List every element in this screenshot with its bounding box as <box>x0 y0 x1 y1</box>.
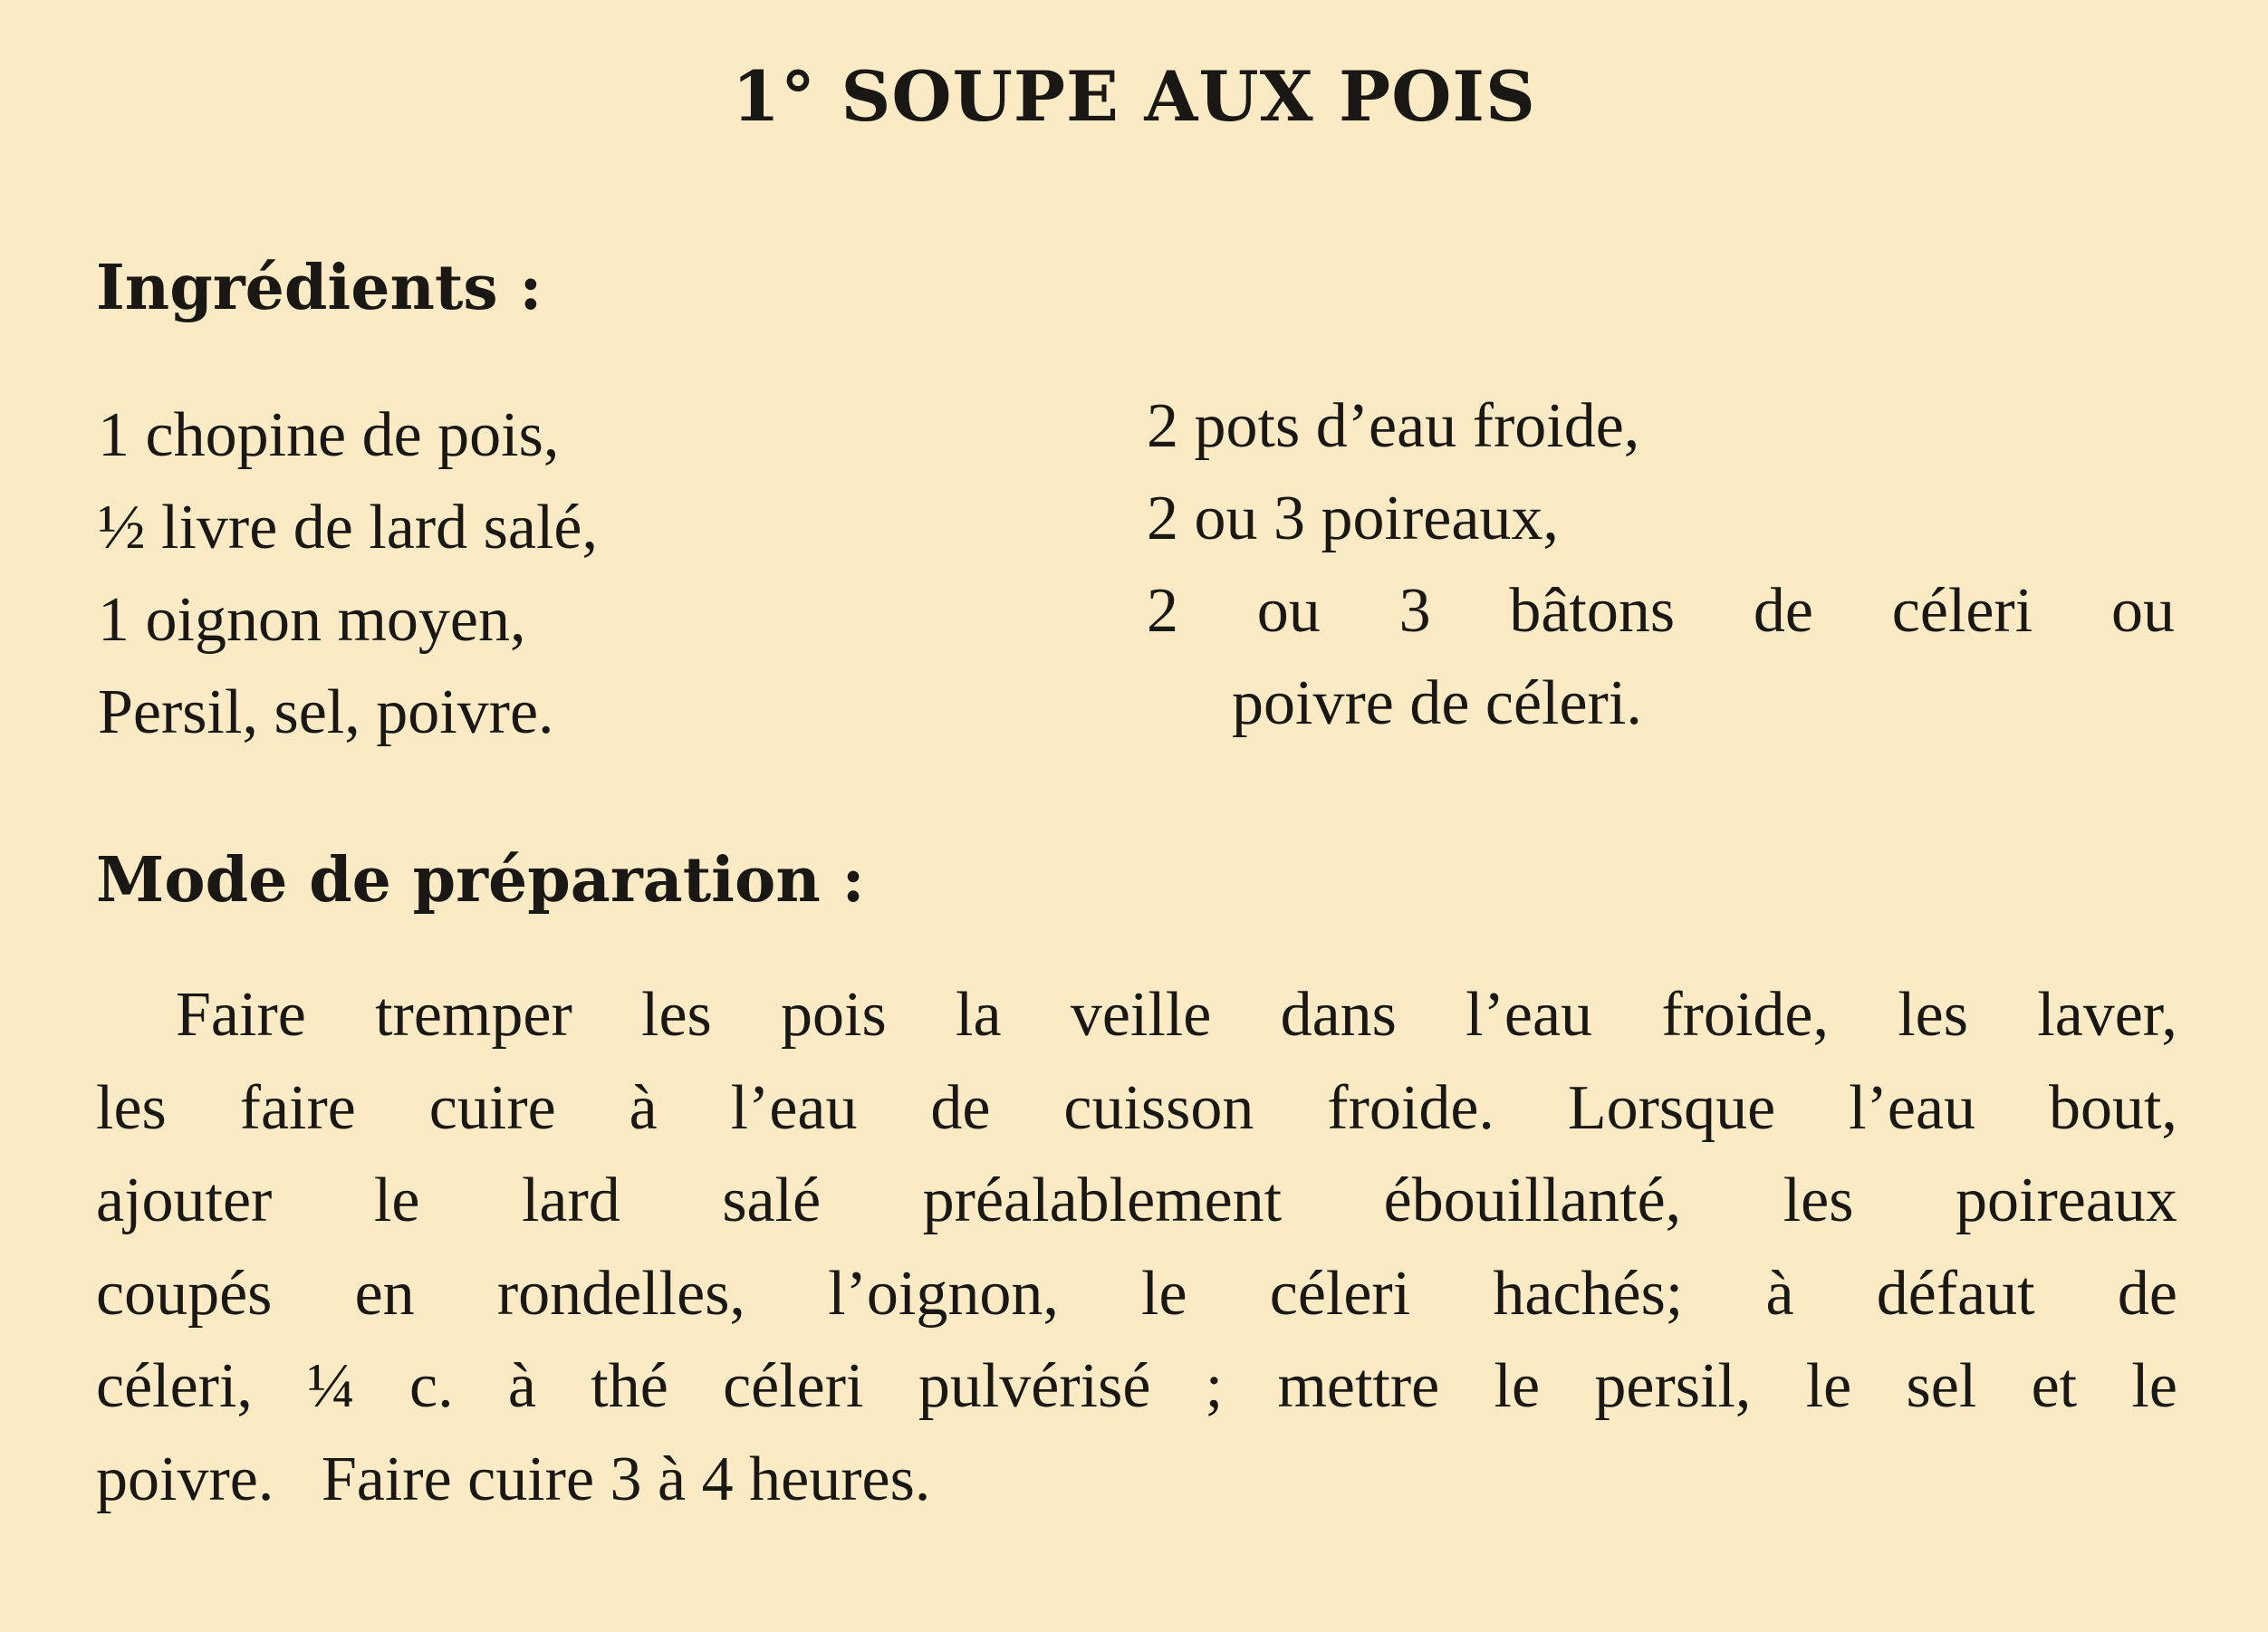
word: l’oignon, <box>828 1258 1059 1329</box>
word: en <box>354 1258 415 1329</box>
word: le <box>1141 1258 1187 1329</box>
word: froide. <box>1327 1072 1494 1143</box>
word: de <box>930 1072 991 1143</box>
preparation-line <box>96 1340 2177 1434</box>
word: à <box>1765 1258 1794 1329</box>
word: cuire <box>428 1072 556 1143</box>
word: laver, <box>2037 980 2177 1050</box>
word: Faire <box>176 980 306 1050</box>
word: sel <box>1906 1351 1977 1421</box>
preparation-line <box>96 1248 2177 1341</box>
word: de <box>2117 1258 2177 1329</box>
word: l’eau <box>1466 980 1593 1050</box>
word: 3 <box>1398 576 1431 646</box>
word: préalablement <box>922 1166 1283 1235</box>
ingredient-item: Persil, sel, poivre. <box>98 677 554 747</box>
preparation-line <box>96 1155 2177 1248</box>
word: le <box>1494 1351 1541 1421</box>
word: bâtons <box>1509 576 1676 646</box>
word: le <box>373 1166 420 1235</box>
ingredient-item: 1 chopine de pois, <box>98 400 560 470</box>
preparation-line <box>96 1062 2177 1156</box>
ingredient-item <box>1147 565 2175 658</box>
word: l’eau <box>730 1072 858 1143</box>
word: veille <box>1070 980 1212 1050</box>
word: ¼ <box>307 1351 355 1421</box>
word: ou <box>2110 576 2175 646</box>
ingredients-heading: Ingrédients : <box>96 252 543 324</box>
preparation-paragraph <box>96 969 2177 1526</box>
word: la <box>956 980 1002 1050</box>
word: 2 <box>1147 576 1178 646</box>
word: défaut <box>1876 1258 2035 1329</box>
word: thé <box>591 1351 668 1421</box>
word: rondelles, <box>496 1258 745 1329</box>
ingredient-item: 2 pots d’eau froide, <box>1147 391 1640 461</box>
ingredient-item: 2 ou 3 poireaux, <box>1147 484 1559 553</box>
word: persil, <box>1594 1351 1752 1421</box>
word: froide, <box>1661 980 1829 1050</box>
word: faire <box>239 1072 356 1143</box>
word: hachés; <box>1493 1258 1684 1329</box>
preparation-line: poivre. Faire cuire 3 à 4 heures. <box>96 1444 931 1514</box>
ingredient-item: poivre de céleri. <box>1232 668 1642 738</box>
word: cuisson <box>1063 1072 1254 1143</box>
word: ébouillanté, <box>1383 1166 1682 1235</box>
ingredient-item: ½ livre de lard salé, <box>98 493 599 562</box>
word: les <box>641 980 712 1050</box>
word: céleri <box>1269 1258 1411 1329</box>
word: les <box>96 1072 167 1143</box>
word: poireaux <box>1956 1166 2177 1235</box>
word: à <box>507 1351 536 1421</box>
word: pois <box>781 980 887 1050</box>
word: salé <box>722 1166 822 1235</box>
word: tremper <box>375 980 572 1050</box>
word: ajouter <box>96 1166 273 1235</box>
word: le <box>2131 1351 2177 1421</box>
word: pulvérisé <box>918 1351 1151 1421</box>
ingredient-item: 1 oignon moyen, <box>98 585 526 655</box>
word: bout, <box>2048 1072 2177 1143</box>
word: c. <box>409 1351 454 1421</box>
word: céleri <box>1891 576 2033 646</box>
word: céleri, <box>96 1351 253 1421</box>
preparation-line <box>96 969 2177 1062</box>
word: les <box>1783 1166 1854 1235</box>
word: l’eau <box>1849 1072 1976 1143</box>
word: le <box>1805 1351 1852 1421</box>
word: mettre <box>1277 1351 1440 1421</box>
word: dans <box>1280 980 1397 1050</box>
word: à <box>629 1072 658 1143</box>
word: lard <box>521 1166 620 1235</box>
word: ; <box>1205 1351 1224 1421</box>
recipe-title: 1° SOUPE AUX POIS <box>732 56 1536 137</box>
word: coupés <box>96 1258 273 1329</box>
word: ou <box>1256 576 1321 646</box>
word: Lorsque <box>1567 1072 1776 1143</box>
ingredients-left-column <box>98 389 598 759</box>
preparation-heading: Mode de préparation : <box>96 844 865 917</box>
word: de <box>1753 576 1813 646</box>
word: et <box>2031 1351 2078 1421</box>
word: céleri <box>723 1351 864 1421</box>
word: les <box>1898 980 1968 1050</box>
ingredients-right-column <box>1147 380 2179 750</box>
